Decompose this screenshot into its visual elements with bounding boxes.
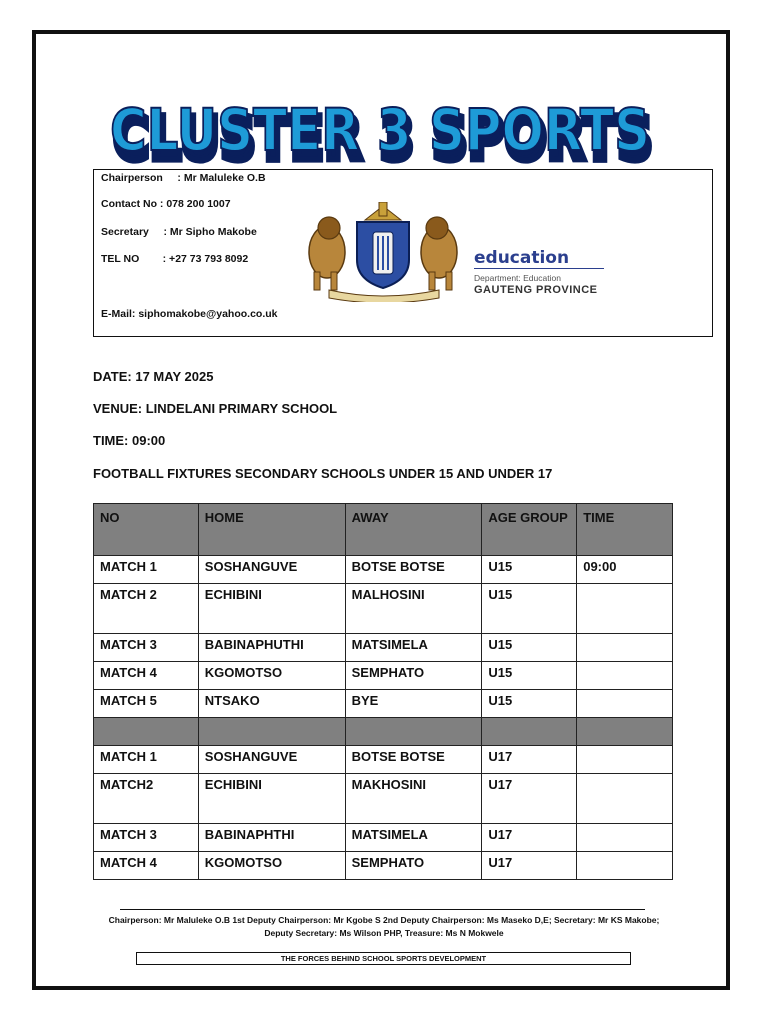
contact-box <box>93 169 713 337</box>
event-venue: VENUE: LINDELANI PRIMARY SCHOOL <box>93 401 338 416</box>
cell-age: U15 <box>482 662 577 690</box>
table-row <box>94 774 673 824</box>
cell-home: NTSAKO <box>198 690 345 718</box>
cell-away: SEMPHATO <box>345 852 482 880</box>
table-row <box>94 662 673 690</box>
cell-time: 09:00 <box>577 556 673 584</box>
education-underline <box>474 268 604 269</box>
committee-footer <box>90 914 678 940</box>
cell-age: U15 <box>482 556 577 584</box>
table-row <box>94 852 673 880</box>
header-time: TIME <box>577 504 673 556</box>
cell-no: MATCH 5 <box>94 690 199 718</box>
department-label: Department: Education <box>474 273 561 283</box>
cell-time <box>577 746 673 774</box>
cell-no: MATCH 3 <box>94 824 199 852</box>
cell-home: KGOMOTSO <box>198 662 345 690</box>
cell-time <box>577 852 673 880</box>
cell-home: SOSHANGUVE <box>198 556 345 584</box>
cell-age: U15 <box>482 634 577 662</box>
footer-divider <box>120 909 645 910</box>
committee-line-1: Chairperson: Mr Maluleke O.B 1st Deputy Chairperson: Mr Kgobe S 2nd Deputy Chairperson: Ms Maseko D,E; Secretary: Mr KS Makobe; <box>108 915 660 925</box>
cell-away: MALHOSINI <box>345 584 482 634</box>
fixtures-table <box>93 503 673 880</box>
cell-time <box>577 634 673 662</box>
cell-time <box>577 824 673 852</box>
header-no: NO <box>94 504 199 556</box>
table-header-row <box>94 504 673 556</box>
cell-away: SEMPHATO <box>345 662 482 690</box>
banner-title: CLUSTER 3 SPORTS <box>110 96 650 164</box>
table-row <box>94 746 673 774</box>
separator-row <box>94 718 673 746</box>
table-row <box>94 690 673 718</box>
header-home: HOME <box>198 504 345 556</box>
header-age-group: AGE GROUP <box>482 504 577 556</box>
cell-time <box>577 584 673 634</box>
contact-number-line: Contact No : 078 200 1007 <box>101 198 231 210</box>
cell-no: MATCH 4 <box>94 662 199 690</box>
table-row <box>94 584 673 634</box>
cell-time <box>577 690 673 718</box>
cell-no: MATCH 1 <box>94 746 199 774</box>
cell-age: U15 <box>482 584 577 634</box>
cell-away: BOTSE BOTSE <box>345 746 482 774</box>
slogan-box: THE FORCES BEHIND SCHOOL SPORTS DEVELOPMENT <box>136 952 631 965</box>
education-title: education <box>474 248 570 268</box>
cell-time <box>577 662 673 690</box>
table-row <box>94 824 673 852</box>
cell-home: ECHIBINI <box>198 774 345 824</box>
cell-age: U15 <box>482 690 577 718</box>
cell-home: BABINAPHUTHI <box>198 634 345 662</box>
cell-age: U17 <box>482 852 577 880</box>
table-row <box>94 634 673 662</box>
table-row <box>94 556 673 584</box>
cell-age: U17 <box>482 774 577 824</box>
cell-no: MATCH 1 <box>94 556 199 584</box>
province-label: GAUTENG PROVINCE <box>474 284 598 296</box>
event-date: DATE: 17 MAY 2025 <box>93 369 214 384</box>
gauteng-coat-of-arms-icon <box>299 202 484 302</box>
cell-home: ECHIBINI <box>198 584 345 634</box>
email-line[interactable]: E-Mail: siphomakobe@yahoo.co.uk <box>101 308 278 320</box>
cell-no: MATCH 3 <box>94 634 199 662</box>
banner-shadow: CLUSTER 3 SPORTS <box>113 103 653 166</box>
cell-age: U17 <box>482 824 577 852</box>
header-away: AWAY <box>345 504 482 556</box>
chairperson-line: Chairperson : Mr Maluleke O.B <box>101 172 266 184</box>
cell-away: MAKHOSINI <box>345 774 482 824</box>
committee-line-2: Deputy Secretary: Ms Wilson PHP, Treasure: Ms N Mokwele <box>264 928 504 938</box>
fixtures-heading: FOOTBALL FIXTURES SECONDARY SCHOOLS UNDER 15 AND UNDER 17 <box>93 466 553 481</box>
cell-away: MATSIMELA <box>345 824 482 852</box>
cluster-sports-banner <box>100 86 660 166</box>
cell-time <box>577 774 673 824</box>
cell-no: MATCH 2 <box>94 584 199 634</box>
cell-home: KGOMOTSO <box>198 852 345 880</box>
cell-away: BYE <box>345 690 482 718</box>
cell-home: BABINAPHTHI <box>198 824 345 852</box>
tel-line: TEL NO : +27 73 793 8092 <box>101 253 249 265</box>
cell-home: SOSHANGUVE <box>198 746 345 774</box>
cell-away: MATSIMELA <box>345 634 482 662</box>
cell-no: MATCH2 <box>94 774 199 824</box>
secretary-line: Secretary : Mr Sipho Makobe <box>101 226 257 238</box>
event-time: TIME: 09:00 <box>93 433 166 448</box>
cell-no: MATCH 4 <box>94 852 199 880</box>
cell-age: U17 <box>482 746 577 774</box>
cell-away: BOTSE BOTSE <box>345 556 482 584</box>
